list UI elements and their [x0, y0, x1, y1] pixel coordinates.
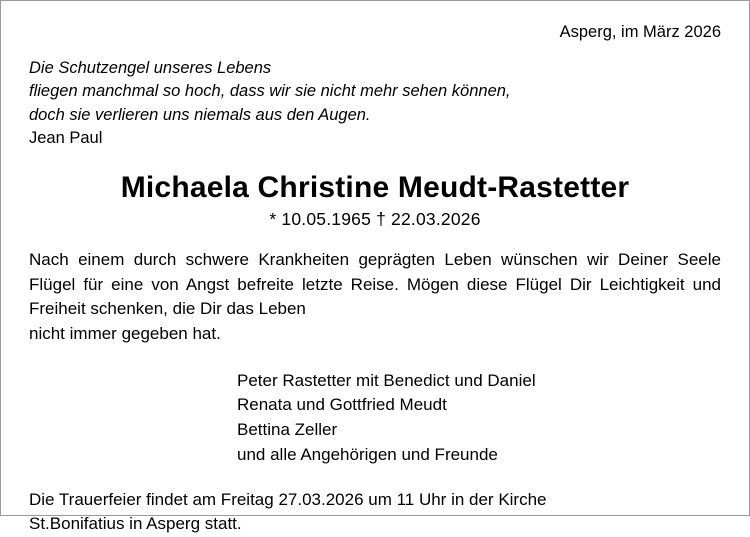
quote-block: [29, 57, 723, 127]
survivor-line: Peter Rastetter mit Benedict und Daniel: [237, 370, 536, 390]
quote-line-2: fliegen manchmal so hoch, dass wir sie nicht mehr sehen können,: [29, 82, 511, 101]
memorial-text-main: Nach einem durch schwere Krankheiten geprägten Leben wünschen wir Deiner Seele Flügel für eine von Angst befreite letzte Reise. Mögen diese Flügel Dir Leichtigkeit und Freiheit schenken, die Dir das Leben: [29, 249, 721, 319]
birth-death-dates: * 10.05.1965 † 22.03.2026: [269, 208, 481, 229]
place-and-date: Asperg, im März 2026: [559, 23, 721, 41]
survivor-line: Bettina Zeller: [237, 420, 338, 440]
survivor-line: Renata und Gottfried Meudt: [237, 395, 447, 415]
survivors-list: [237, 369, 723, 468]
funeral-details: [29, 488, 721, 537]
quote-author: Jean Paul: [29, 129, 103, 148]
funeral-line-2: St.Bonifatius in Asperg statt.: [29, 514, 242, 534]
memorial-text-last-line: nicht immer gegeben hat.: [29, 323, 221, 343]
funeral-line-1: Die Trauerfeier findet am Freitag 27.03.2026 um 11 Uhr in der Kirche: [29, 489, 547, 509]
deceased-name: Michaela Christine Meudt-Rastetter: [120, 170, 630, 204]
quote-line-1: Die Schutzengel unseres Lebens: [29, 58, 272, 77]
notice-content: [1, 1, 749, 537]
survivor-line: und alle Angehörigen und Freunde: [237, 444, 498, 464]
quote-line-3: doch sie verlieren uns niemals aus den Augen.: [29, 105, 371, 124]
memorial-text: [29, 248, 721, 347]
